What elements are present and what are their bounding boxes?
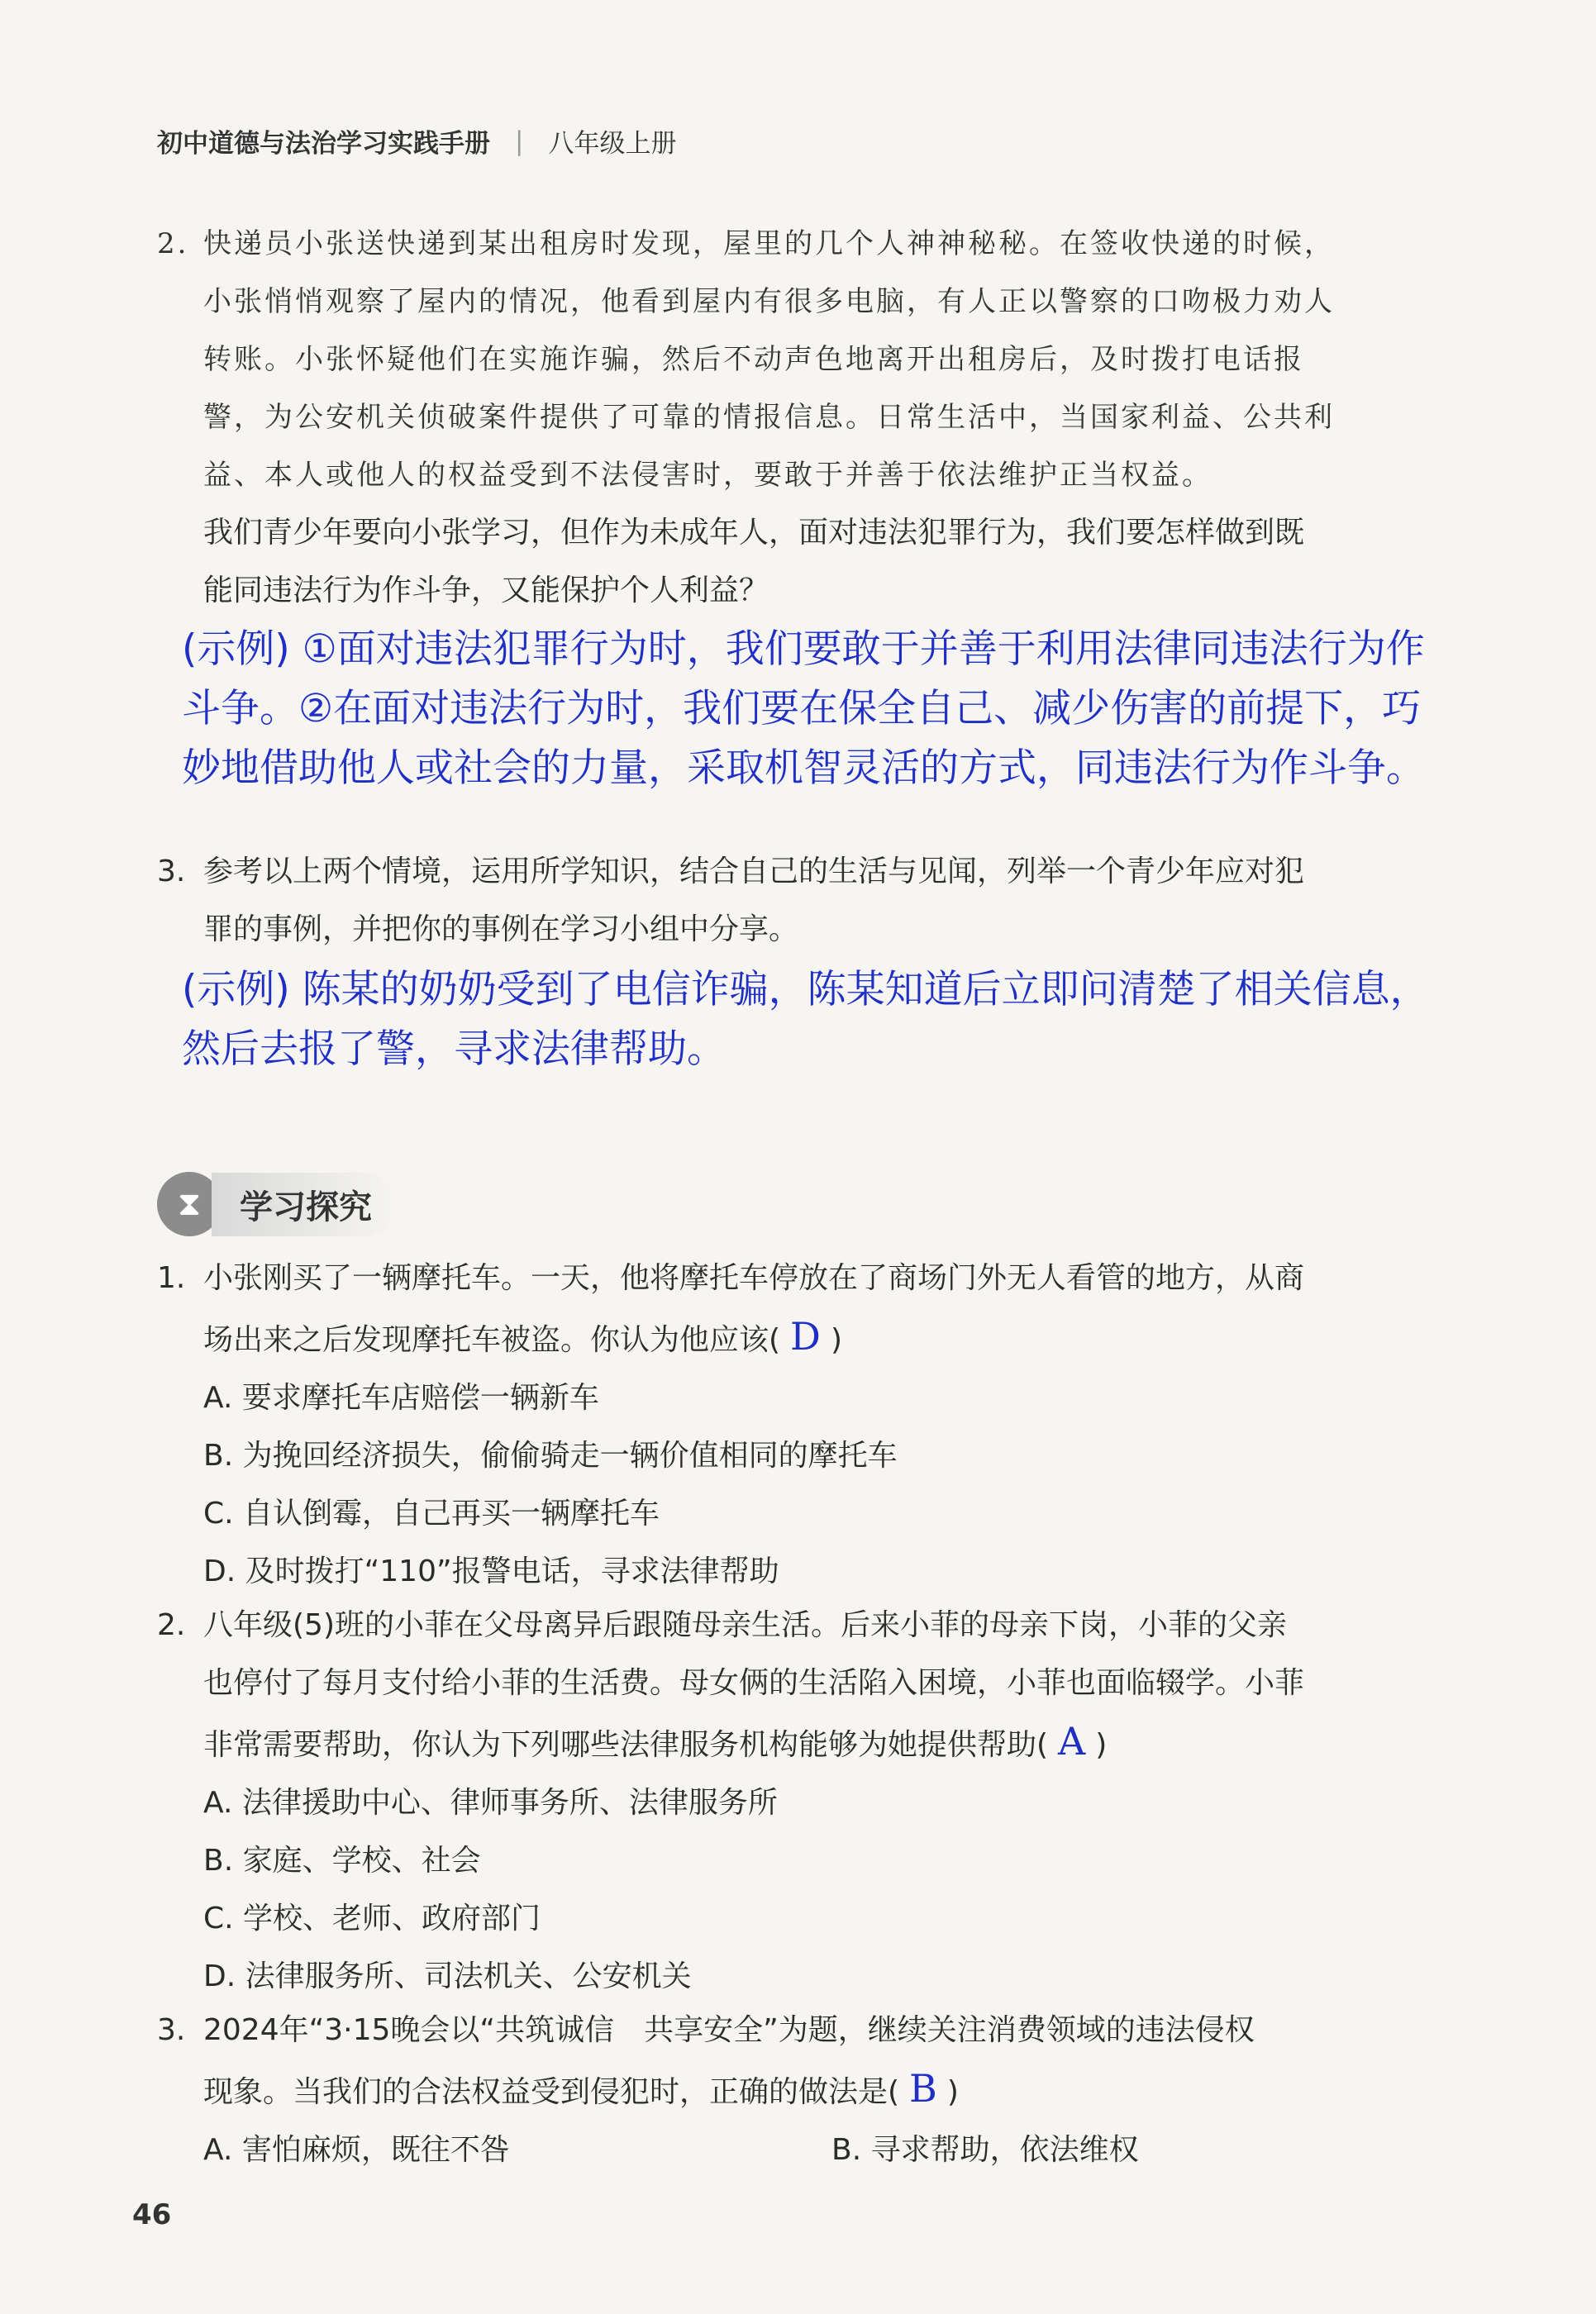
question-line: 小张悄悄观察了屋内的情况，他看到屋内有很多电脑，有人正以警察的口吻极力劝人 xyxy=(203,285,1335,318)
question-line: 益、本人或他人的权益受到不法侵害时，要敢于并善于依法维护正当权益。 xyxy=(203,459,1212,492)
option-b: B. 为挽回经济损失，偷偷骑走一辆价值相同的摩托车 xyxy=(203,1439,898,1473)
option-b: B. 寻求帮助，依法维权 xyxy=(831,2133,1139,2167)
question-number: 3. xyxy=(157,2013,186,2047)
option-a: A. 法律援助中心、律师事务所、法律服务所 xyxy=(203,1786,778,1820)
question-number: 1. xyxy=(157,1261,186,1295)
section-header xyxy=(157,1172,397,1236)
option-d: D. 及时拨打“110”报警电话，寻求法律帮助 xyxy=(203,1555,779,1588)
grade-label: 八年级上册 xyxy=(548,129,677,159)
question-line: 1. 小张刚买了一辆摩托车。一天，他将摩托车停放在了商场门外无人看管的地方，从商 xyxy=(157,1250,1446,1307)
question-line: 警，为公安机关侦破案件提供了可靠的情报信息。日常生活中，当国家利益、公共利 xyxy=(203,401,1335,434)
answer-line: (示例) 陈某的奶奶受到了电信诈骗，陈某知道后立即问清楚了相关信息， xyxy=(182,967,1429,1012)
question-line: 罪的事例，并把你的事例在学习小组中分享。 xyxy=(203,912,799,946)
question-number: 2. xyxy=(157,227,189,260)
question-3 xyxy=(157,843,1446,959)
option-c: C. 学校、老师、政府部门 xyxy=(203,1902,541,1935)
question-prompt-line: 能同违法行为作斗争，又能保护个人利益？ xyxy=(203,574,769,607)
option-c: C. 自认倒霉，自己再买一辆摩托车 xyxy=(203,1497,660,1531)
option-b: B. 家庭、学校、社会 xyxy=(203,1844,481,1878)
question-2 xyxy=(157,215,1446,620)
page-number: 46 xyxy=(132,2198,172,2231)
answer-choice: A xyxy=(1058,1719,1086,1764)
multiple-choice-1 xyxy=(157,1250,1446,1601)
answer-2 xyxy=(182,620,1471,798)
question-number: 3. xyxy=(157,855,186,888)
options-row xyxy=(157,2121,1446,2179)
question-line: 3. 参考以上两个情境，运用所学知识，结合自己的生活与见闻，列举一个青少年应对犯 xyxy=(157,843,1446,901)
question-prompt-line: 我们青少年要向小张学习，但作为未成年人，面对违法犯罪行为，我们要怎样做到既 xyxy=(203,516,1305,550)
option-a: A. 要求摩托车店赔偿一辆新车 xyxy=(203,1381,599,1415)
section-title: 学习探究 xyxy=(212,1173,397,1236)
hourglass-icon: ⧗ xyxy=(157,1172,222,1236)
question-number: 2. xyxy=(157,1608,186,1642)
answer-line: (示例) ①面对违法犯罪行为时，我们要敢于并善于利用法律同违法行为作 xyxy=(182,626,1425,672)
answer-choice: D xyxy=(790,1314,821,1359)
option-d: D. 法律服务所、司法机关、公安机关 xyxy=(203,1959,692,1993)
answer-3 xyxy=(182,960,1471,1079)
option-a: A. 害怕麻烦，既往不咎 xyxy=(203,2133,510,2167)
question-line: 场出来之后发现摩托车被盗。你认为他应该( D ) xyxy=(203,1314,842,1359)
question-line: 现象。当我们的合法权益受到侵犯时，正确的做法是( B ) xyxy=(203,2066,959,2111)
question-line: 3. 2024年“3·15晚会以“共筑诚信 共享安全”为题，继续关注消费领域的违法侵权 xyxy=(157,2002,1446,2059)
answer-line: 斗争。②在面对违法行为时，我们要在保全自己、减少伤害的前提下，巧 xyxy=(182,686,1422,731)
question-line: 转账。小张怀疑他们在实施诈骗，然后不动声色地离开出租房后，及时拨打电话报 xyxy=(203,343,1304,376)
page-header xyxy=(157,122,676,160)
answer-choice: B xyxy=(909,2066,937,2111)
question-line: 2. 八年级(5)班的小菲在父母离异后跟随母亲生活。后来小菲的母亲下岗，小菲的父亲 xyxy=(157,1597,1446,1655)
multiple-choice-2 xyxy=(157,1597,1446,2006)
question-line: 2. 快递员小张送快递到某出租房时发现，屋里的几个人神神秘秘。在签收快递的时候， xyxy=(157,215,1446,273)
answer-line: 妙地借助他人或社会的力量，采取机智灵活的方式，同违法行为作斗争。 xyxy=(182,745,1425,791)
answer-line: 然后去报了警，寻求法律帮助。 xyxy=(182,1026,726,1072)
multiple-choice-3 xyxy=(157,2002,1446,2179)
book-title: 初中道德与法治学习实践手册 xyxy=(157,129,490,159)
question-line: 非常需要帮助，你认为下列哪些法律服务机构能够为她提供帮助( A ) xyxy=(203,1719,1108,1764)
question-line: 也停付了每月支付给小菲的生活费。母女俩的生活陷入困境，小菲也面临辍学。小菲 xyxy=(203,1666,1305,1700)
header-separator: | xyxy=(515,126,524,156)
